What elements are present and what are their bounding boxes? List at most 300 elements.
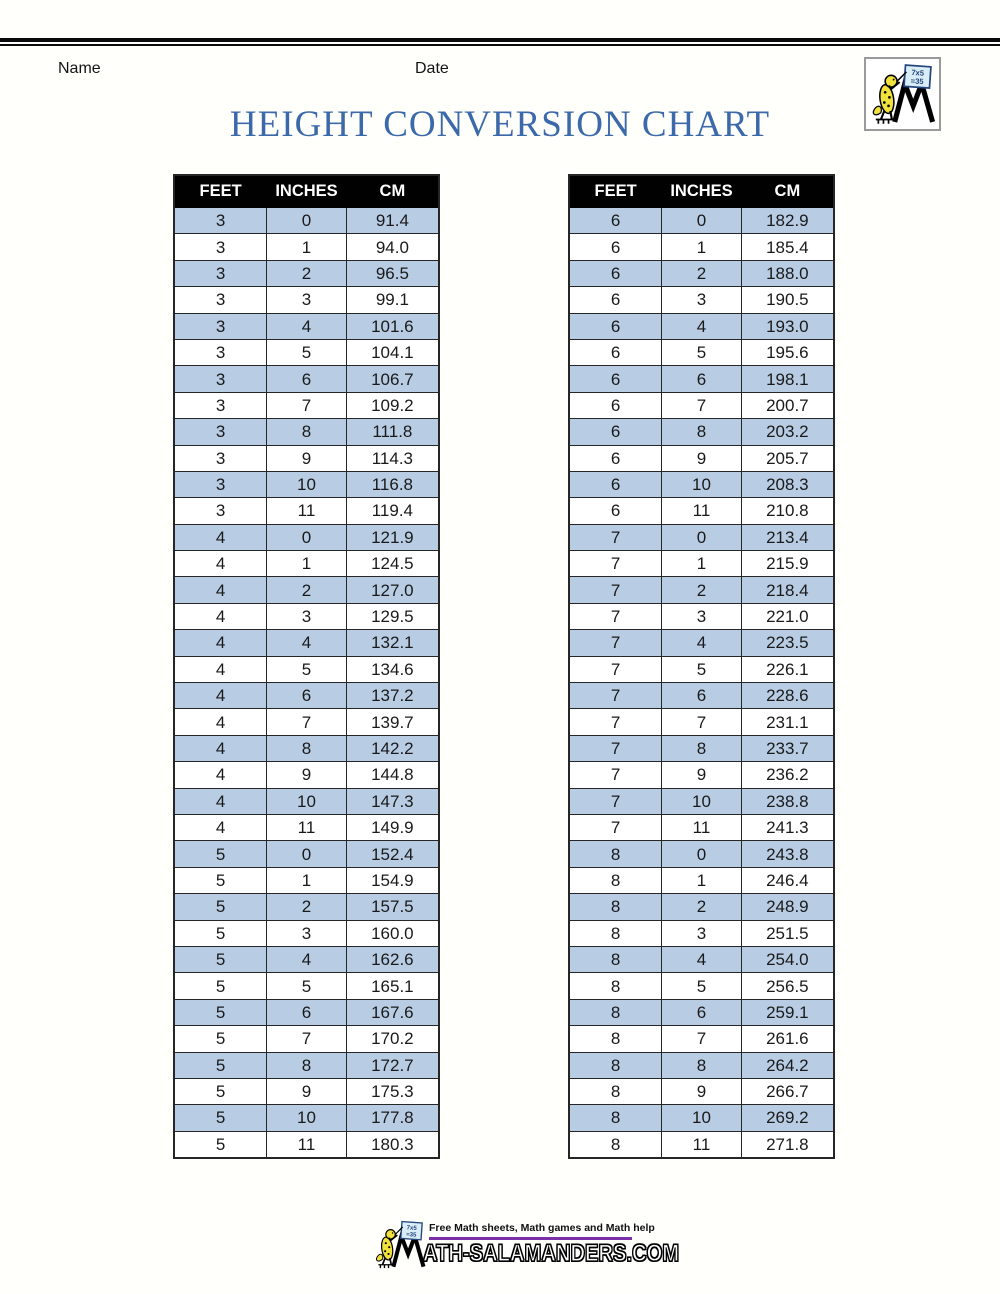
table-row: [569, 709, 834, 735]
cell-inches: 5: [662, 339, 742, 365]
table-row: [569, 313, 834, 339]
cell-feet: 8: [569, 1105, 662, 1131]
table-row: [174, 524, 439, 550]
cell-inches: 5: [662, 973, 742, 999]
cell-cm: 228.6: [741, 683, 834, 709]
table-row: [174, 656, 439, 682]
cell-cm: 165.1: [346, 973, 439, 999]
table-row: [569, 471, 834, 497]
cell-inches: 3: [267, 603, 347, 629]
cell-inches: 10: [662, 1105, 742, 1131]
table-row: [174, 735, 439, 761]
cell-feet: 5: [174, 841, 267, 867]
table-header-row: [174, 175, 439, 208]
cell-inches: 10: [267, 788, 347, 814]
cell-feet: 7: [569, 603, 662, 629]
table-row: [174, 313, 439, 339]
cell-feet: 8: [569, 973, 662, 999]
right-conversion-table: [568, 174, 835, 1159]
cell-cm: 223.5: [741, 630, 834, 656]
cell-cm: 195.6: [741, 339, 834, 365]
table-row: [569, 762, 834, 788]
cell-feet: 3: [174, 445, 267, 471]
cell-feet: 8: [569, 841, 662, 867]
cell-cm: 205.7: [741, 445, 834, 471]
cell-feet: 3: [174, 313, 267, 339]
table-row: [174, 339, 439, 365]
table-row: [174, 287, 439, 313]
cell-feet: 6: [569, 339, 662, 365]
table-row: [569, 1131, 834, 1158]
cell-feet: 8: [569, 1052, 662, 1078]
table-row: [174, 471, 439, 497]
table-row: [174, 577, 439, 603]
table-row: [174, 709, 439, 735]
cell-inches: 5: [662, 656, 742, 682]
cell-cm: 162.6: [346, 946, 439, 972]
table-row: [174, 814, 439, 840]
cell-inches: 3: [662, 603, 742, 629]
table-row: [569, 656, 834, 682]
cell-inches: 8: [267, 419, 347, 445]
cell-cm: 271.8: [741, 1131, 834, 1158]
cell-feet: 3: [174, 234, 267, 260]
cell-feet: 4: [174, 577, 267, 603]
cell-feet: 6: [569, 287, 662, 313]
cell-feet: 7: [569, 762, 662, 788]
table-row: [569, 366, 834, 392]
cell-cm: 157.5: [346, 894, 439, 920]
cell-feet: 5: [174, 1131, 267, 1158]
cell-cm: 243.8: [741, 841, 834, 867]
cell-inches: 11: [662, 498, 742, 524]
table-row: [569, 603, 834, 629]
cell-feet: 4: [174, 656, 267, 682]
cell-inches: 7: [662, 1026, 742, 1052]
table-row: [174, 946, 439, 972]
cell-cm: 172.7: [346, 1052, 439, 1078]
cell-feet: 4: [174, 762, 267, 788]
table-row: [569, 577, 834, 603]
cell-cm: 233.7: [741, 735, 834, 761]
footer-brand: [373, 1214, 680, 1280]
cell-cm: 94.0: [346, 234, 439, 260]
cell-cm: 91.4: [346, 208, 439, 234]
cell-cm: 238.8: [741, 788, 834, 814]
cell-cm: 254.0: [741, 946, 834, 972]
table-row: [569, 551, 834, 577]
cell-cm: 170.2: [346, 1026, 439, 1052]
cell-feet: 8: [569, 1026, 662, 1052]
table-row: [174, 788, 439, 814]
table-row: [569, 1052, 834, 1078]
cell-feet: 8: [569, 946, 662, 972]
cell-inches: 1: [662, 551, 742, 577]
cell-cm: 139.7: [346, 709, 439, 735]
table-row: [569, 1105, 834, 1131]
cell-feet: 5: [174, 1078, 267, 1104]
cell-inches: 5: [267, 973, 347, 999]
cell-inches: 10: [662, 471, 742, 497]
cell-inches: 2: [267, 260, 347, 286]
cell-inches: 0: [267, 524, 347, 550]
cell-cm: 251.5: [741, 920, 834, 946]
page-title: HEIGHT CONVERSION CHART: [229, 104, 771, 145]
cell-feet: 8: [569, 920, 662, 946]
cell-inches: 2: [662, 577, 742, 603]
cell-inches: 1: [662, 867, 742, 893]
cell-cm: 190.5: [741, 287, 834, 313]
table-row: [569, 735, 834, 761]
table-row: [174, 551, 439, 577]
table-row: [174, 1026, 439, 1052]
cell-feet: 6: [569, 445, 662, 471]
cell-cm: 96.5: [346, 260, 439, 286]
cell-feet: 3: [174, 471, 267, 497]
cell-cm: 167.6: [346, 999, 439, 1025]
cell-feet: 3: [174, 419, 267, 445]
table-row: [569, 524, 834, 550]
cell-inches: 0: [662, 524, 742, 550]
cell-feet: 7: [569, 735, 662, 761]
cell-feet: 5: [174, 1052, 267, 1078]
table-row: [569, 392, 834, 418]
cell-feet: 8: [569, 867, 662, 893]
table-row: [174, 392, 439, 418]
cell-cm: 116.8: [346, 471, 439, 497]
cell-feet: 6: [569, 313, 662, 339]
cell-inches: 9: [662, 445, 742, 471]
cell-cm: 264.2: [741, 1052, 834, 1078]
cell-inches: 4: [267, 313, 347, 339]
cell-cm: 175.3: [346, 1078, 439, 1104]
cell-feet: 3: [174, 260, 267, 286]
left-conversion-table: [173, 174, 440, 1159]
cell-cm: 121.9: [346, 524, 439, 550]
cell-inches: 9: [267, 445, 347, 471]
column-header-feet: FEET: [174, 175, 267, 208]
table-header-row: [569, 175, 834, 208]
table-row: [569, 788, 834, 814]
table-row: [569, 339, 834, 365]
cell-feet: 3: [174, 366, 267, 392]
cell-inches: 9: [662, 762, 742, 788]
table-row: [569, 287, 834, 313]
cell-feet: 8: [569, 1078, 662, 1104]
cell-feet: 5: [174, 1105, 267, 1131]
cell-inches: 8: [662, 735, 742, 761]
cell-inches: 10: [267, 471, 347, 497]
cell-inches: 6: [662, 999, 742, 1025]
cell-feet: 6: [569, 471, 662, 497]
cell-cm: 246.4: [741, 867, 834, 893]
table-row: [569, 814, 834, 840]
table-row: [569, 894, 834, 920]
cell-cm: 236.2: [741, 762, 834, 788]
table-row: [174, 1131, 439, 1158]
cell-cm: 200.7: [741, 392, 834, 418]
cell-cm: 221.0: [741, 603, 834, 629]
cell-cm: 144.8: [346, 762, 439, 788]
column-header-inches: INCHES: [267, 175, 347, 208]
column-header-inches: INCHES: [662, 175, 742, 208]
cell-cm: 111.8: [346, 419, 439, 445]
cell-feet: 3: [174, 287, 267, 313]
cell-feet: 5: [174, 999, 267, 1025]
cell-inches: 1: [662, 234, 742, 260]
table-row: [569, 683, 834, 709]
cell-inches: 0: [267, 208, 347, 234]
table-row: [569, 946, 834, 972]
cell-feet: 4: [174, 709, 267, 735]
top-divider-rule: [0, 38, 1000, 46]
cell-cm: 119.4: [346, 498, 439, 524]
cell-cm: 180.3: [346, 1131, 439, 1158]
table-row: [569, 234, 834, 260]
table-row: [569, 1078, 834, 1104]
cell-inches: 4: [267, 630, 347, 656]
cell-inches: 6: [267, 999, 347, 1025]
cell-feet: 7: [569, 709, 662, 735]
cell-feet: 7: [569, 551, 662, 577]
cell-feet: 7: [569, 524, 662, 550]
cell-inches: 6: [662, 366, 742, 392]
table-row: [569, 999, 834, 1025]
cell-inches: 7: [267, 392, 347, 418]
table-row: [569, 1026, 834, 1052]
table-row: [569, 867, 834, 893]
cell-cm: 266.7: [741, 1078, 834, 1104]
cell-cm: 132.1: [346, 630, 439, 656]
table-row: [569, 973, 834, 999]
cell-inches: 4: [662, 630, 742, 656]
cell-inches: 8: [662, 1052, 742, 1078]
table-row: [174, 973, 439, 999]
cell-inches: 8: [267, 1052, 347, 1078]
footer-site-name: ATH-SALAMANDERS.COM: [423, 1240, 680, 1267]
cell-feet: 6: [569, 208, 662, 234]
column-header-feet: FEET: [569, 175, 662, 208]
cell-inches: 2: [267, 577, 347, 603]
cell-feet: 8: [569, 999, 662, 1025]
cell-cm: 106.7: [346, 366, 439, 392]
cell-inches: 5: [267, 656, 347, 682]
cell-inches: 2: [662, 894, 742, 920]
table-row: [569, 630, 834, 656]
cell-feet: 5: [174, 894, 267, 920]
cell-inches: 11: [267, 498, 347, 524]
cell-inches: 4: [267, 946, 347, 972]
cell-feet: 5: [174, 946, 267, 972]
table-row: [174, 867, 439, 893]
cell-cm: 104.1: [346, 339, 439, 365]
cell-inches: 8: [267, 735, 347, 761]
column-header-cm: CM: [741, 175, 834, 208]
cell-cm: 109.2: [346, 392, 439, 418]
cell-feet: 4: [174, 551, 267, 577]
cell-cm: 182.9: [741, 208, 834, 234]
cell-feet: 4: [174, 788, 267, 814]
cell-feet: 8: [569, 1131, 662, 1158]
table-row: [174, 630, 439, 656]
cell-feet: 4: [174, 524, 267, 550]
cell-inches: 0: [267, 841, 347, 867]
cell-cm: 124.5: [346, 551, 439, 577]
cell-cm: 149.9: [346, 814, 439, 840]
table-row: [174, 419, 439, 445]
cell-feet: 5: [174, 920, 267, 946]
table-row: [174, 603, 439, 629]
table-row: [569, 260, 834, 286]
cell-feet: 6: [569, 498, 662, 524]
cell-inches: 7: [662, 709, 742, 735]
cell-cm: 269.2: [741, 1105, 834, 1131]
table-row: [174, 208, 439, 234]
cell-inches: 11: [267, 814, 347, 840]
cell-cm: 134.6: [346, 656, 439, 682]
table-row: [569, 841, 834, 867]
cell-feet: 3: [174, 392, 267, 418]
cell-inches: 9: [267, 762, 347, 788]
cell-feet: 7: [569, 788, 662, 814]
cell-cm: 185.4: [741, 234, 834, 260]
cell-cm: 208.3: [741, 471, 834, 497]
cell-cm: 137.2: [346, 683, 439, 709]
cell-cm: 160.0: [346, 920, 439, 946]
cell-inches: 1: [267, 234, 347, 260]
cell-cm: 154.9: [346, 867, 439, 893]
cell-inches: 0: [662, 841, 742, 867]
cell-inches: 3: [267, 287, 347, 313]
cell-cm: 210.8: [741, 498, 834, 524]
cell-inches: 8: [662, 419, 742, 445]
cell-cm: 218.4: [741, 577, 834, 603]
table-row: [569, 208, 834, 234]
table-row: [174, 1052, 439, 1078]
cell-feet: 6: [569, 366, 662, 392]
cell-inches: 11: [662, 1131, 742, 1158]
cell-cm: 213.4: [741, 524, 834, 550]
cell-cm: 226.1: [741, 656, 834, 682]
cell-cm: 101.6: [346, 313, 439, 339]
cell-cm: 99.1: [346, 287, 439, 313]
name-label: Name: [58, 60, 101, 77]
table-row: [174, 1078, 439, 1104]
cell-cm: 248.9: [741, 894, 834, 920]
table-row: [174, 498, 439, 524]
cell-feet: 4: [174, 814, 267, 840]
cell-inches: 3: [662, 287, 742, 313]
table-row: [569, 419, 834, 445]
table-row: [174, 920, 439, 946]
table-row: [569, 498, 834, 524]
cell-feet: 4: [174, 603, 267, 629]
cell-inches: 2: [662, 260, 742, 286]
cell-cm: 203.2: [741, 419, 834, 445]
cell-feet: 7: [569, 577, 662, 603]
cell-cm: 256.5: [741, 973, 834, 999]
cell-cm: 231.1: [741, 709, 834, 735]
cell-feet: 5: [174, 973, 267, 999]
cell-feet: 3: [174, 208, 267, 234]
cell-inches: 7: [662, 392, 742, 418]
table-row: [174, 366, 439, 392]
table-row: [174, 894, 439, 920]
cell-inches: 2: [267, 894, 347, 920]
cell-feet: 6: [569, 260, 662, 286]
cell-inches: 1: [267, 551, 347, 577]
cell-feet: 7: [569, 814, 662, 840]
table-row: [174, 260, 439, 286]
cell-feet: 6: [569, 392, 662, 418]
cell-feet: 4: [174, 683, 267, 709]
cell-feet: 3: [174, 339, 267, 365]
cell-inches: 3: [662, 920, 742, 946]
cell-inches: 1: [267, 867, 347, 893]
cell-inches: 9: [267, 1078, 347, 1104]
salamander-easel-icon: [373, 1220, 427, 1269]
cell-inches: 5: [267, 339, 347, 365]
cell-inches: 11: [662, 814, 742, 840]
date-label: Date: [415, 60, 449, 77]
cell-inches: 10: [267, 1105, 347, 1131]
cell-cm: 188.0: [741, 260, 834, 286]
cell-inches: 11: [267, 1131, 347, 1158]
cell-cm: 193.0: [741, 313, 834, 339]
cell-inches: 4: [662, 313, 742, 339]
table-row: [174, 234, 439, 260]
table-row: [569, 445, 834, 471]
cell-inches: 6: [662, 683, 742, 709]
footer-tagline: Free Math sheets, Math games and Math help: [429, 1222, 655, 1234]
cell-inches: 4: [662, 946, 742, 972]
cell-inches: 0: [662, 208, 742, 234]
cell-inches: 7: [267, 1026, 347, 1052]
cell-inches: 6: [267, 683, 347, 709]
cell-inches: 3: [267, 920, 347, 946]
cell-cm: 215.9: [741, 551, 834, 577]
cell-cm: 241.3: [741, 814, 834, 840]
cell-inches: 9: [662, 1078, 742, 1104]
table-row: [569, 920, 834, 946]
cell-cm: 152.4: [346, 841, 439, 867]
table-row: [174, 1105, 439, 1131]
cell-feet: 7: [569, 683, 662, 709]
column-header-cm: CM: [346, 175, 439, 208]
cell-cm: 129.5: [346, 603, 439, 629]
cell-cm: 142.2: [346, 735, 439, 761]
cell-feet: 5: [174, 867, 267, 893]
cell-feet: 4: [174, 630, 267, 656]
cell-cm: 114.3: [346, 445, 439, 471]
cell-cm: 147.3: [346, 788, 439, 814]
cell-cm: 261.6: [741, 1026, 834, 1052]
table-row: [174, 841, 439, 867]
table-row: [174, 999, 439, 1025]
cell-cm: 127.0: [346, 577, 439, 603]
table-row: [174, 762, 439, 788]
cell-cm: 198.1: [741, 366, 834, 392]
cell-feet: 5: [174, 1026, 267, 1052]
cell-feet: 3: [174, 498, 267, 524]
cell-feet: 6: [569, 234, 662, 260]
cell-feet: 4: [174, 735, 267, 761]
cell-feet: 7: [569, 656, 662, 682]
cell-cm: 177.8: [346, 1105, 439, 1131]
cell-inches: 7: [267, 709, 347, 735]
cell-feet: 6: [569, 419, 662, 445]
cell-cm: 259.1: [741, 999, 834, 1025]
